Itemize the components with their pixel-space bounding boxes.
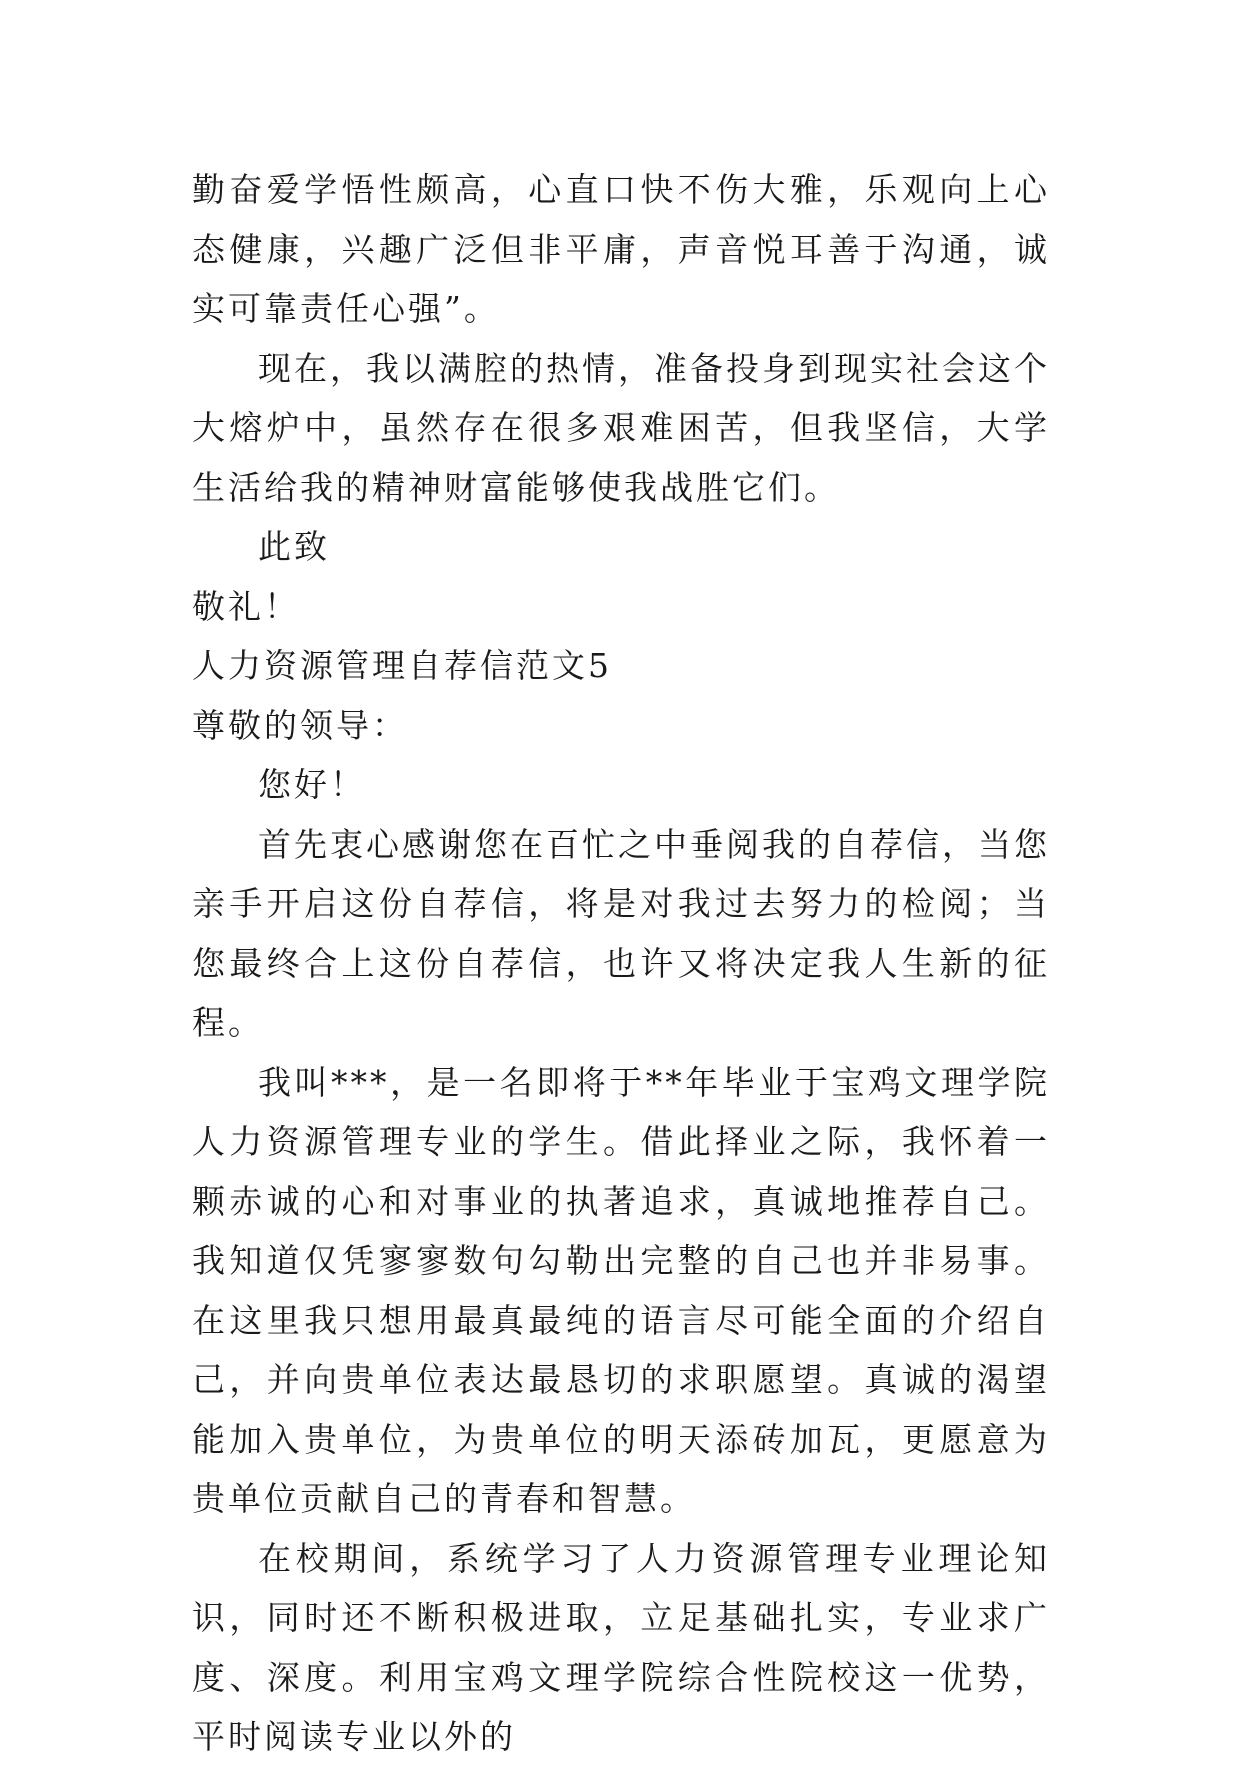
greeting-hello: 您好！ bbox=[258, 765, 366, 804]
paragraph-continuation: 勤奋爱学悟性颇高，心直口快不伤大雅，乐观向上心态健康，兴趣广泛但非平庸，声音悦耳善于沟通，诚实可靠责任心强”。 bbox=[192, 170, 1050, 328]
greeting-recipient: 尊敬的领导： bbox=[192, 705, 408, 745]
closing-salutation: 此致 bbox=[258, 527, 330, 566]
document-body bbox=[192, 160, 1050, 1767]
closing-regards: 敬礼！ bbox=[192, 586, 300, 626]
paragraph-thanks: 首先衷心感谢您在百忙之中垂阅我的自荐信，当您亲手开启这份自荐信，将是对我过去努力的检阅；当您最终合上这份自荐信，也许又将决定我人生新的征程。 bbox=[192, 824, 1050, 1042]
paragraph-introduction: 我叫***，是一名即将于**年毕业于宝鸡文理学院人力资源管理专业的学生。借此择业之际，我怀着一颗赤诚的心和对事业的执著追求，真诚地推荐自己。我知道仅凭寥寥数句勾勒出完整的自己也并非易事。在这里我只想用最真最纯的语言尽可能全面的介绍自己，并向贵单位表达最恳切的求职愿望。真诚的渴望能加入贵单位，为贵单位的明天添砖加瓦，更愿意为贵单位贡献自己的青春和智慧。 bbox=[192, 1062, 1050, 1518]
paragraph-study: 在校期间，系统学习了人力资源管理专业理论知识，同时还不断积极进取，立足基础扎实，专业求广度、深度。利用宝鸡文理学院综合性院校这一优势，平时阅读专业以外的 bbox=[192, 1538, 1050, 1756]
paragraph-enthusiasm: 现在，我以满腔的热情，准备投身到现实社会这个大熔炉中，虽然存在很多艰难困苦，但我坚信，大学生活给我的精神财富能够使我战胜它们。 bbox=[192, 348, 1050, 507]
section-title: 人力资源管理自荐信范文5 bbox=[192, 646, 612, 685]
